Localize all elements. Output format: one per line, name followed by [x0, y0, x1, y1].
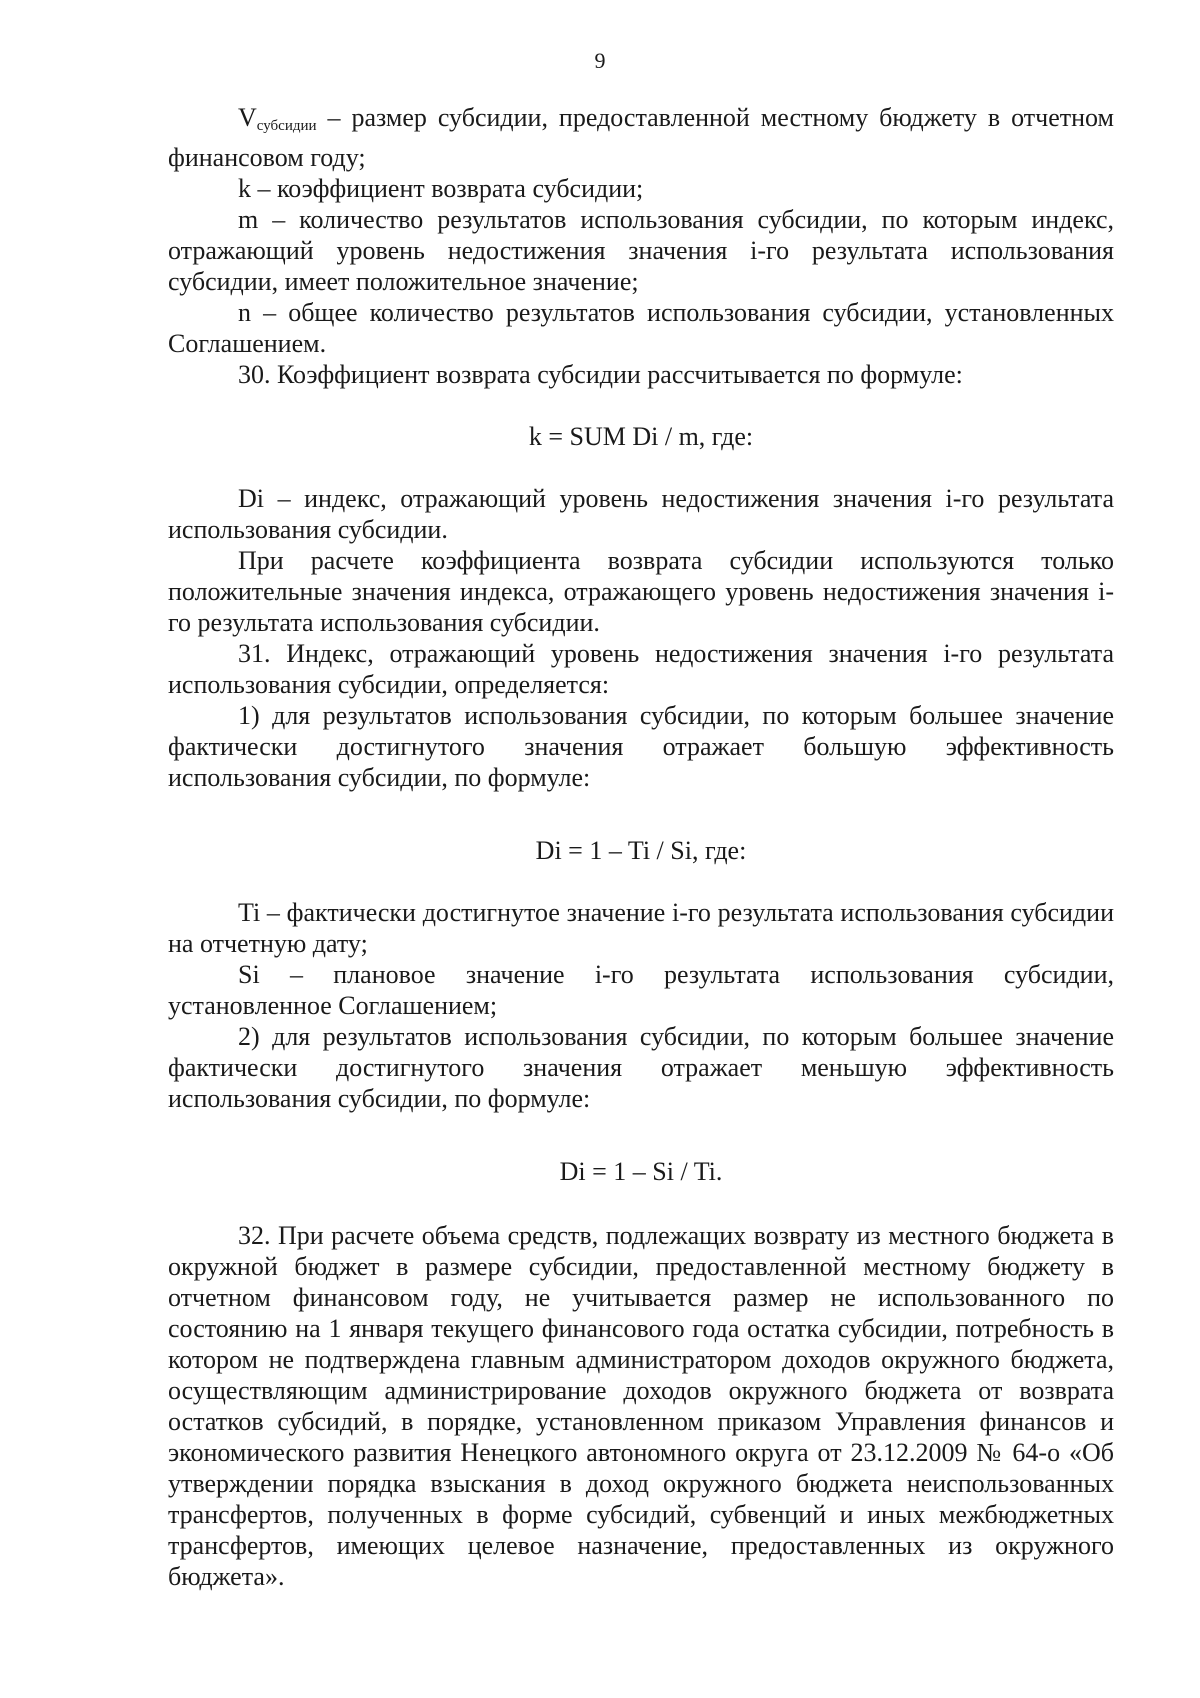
clause-30: 30. Коэффициент возврата субсидии рассчитывается по формуле:	[238, 360, 963, 389]
definition-n: n – общее количество результатов использования субсидии, установленных Соглашением.	[168, 298, 1114, 358]
definition-ti: Ti – фактически достигнутое значение i-го результата использования субсидии на отчетную дату;	[168, 898, 1114, 958]
formula-di-1: Di = 1 – Ti / Si, где:	[535, 836, 747, 865]
definition-k: k – коэффициент возврата субсидии;	[238, 174, 644, 203]
clause-31-item-1: 1) для результатов использования субсидии, по которым большее значение фактически достигнутого значения отражает большую эффективность использования субсидии, по формуле:	[168, 701, 1114, 792]
formula-di-2: Di = 1 – Si / Ti.	[559, 1157, 723, 1186]
v-definition-text: – размер субсидии, предоставленной местному бюджету в отчетном финансовом году;	[168, 103, 1114, 172]
definition-v-subsidy	[168, 102, 1114, 173]
clause-31: 31. Индекс, отражающий уровень недостижения значения i-го результата использования субсидии, определяется:	[168, 639, 1114, 699]
definition-di: Di – индекс, отражающий уровень недостижения значения i-го результата использования субсидии.	[168, 484, 1114, 544]
v-subscript: субсидии	[256, 118, 317, 134]
positive-values-note: При расчете коэффициента возврата субсидии используются только положительные значения индекса, отражающего уровень недостижения значения i-го результата использования субсидии.	[168, 546, 1114, 637]
v-symbol: V	[238, 103, 257, 132]
formula-k: k = SUM Di / m, где:	[528, 422, 754, 451]
clause-32: 32. При расчете объема средств, подлежащих возврату из местного бюджета в окружной бюджет в размере субсидии, предоставленной местному бюджету в отчетном финансовом году, не учитывается размер не использованного по состоянию на 1 января текущего финансового года остатка субсидии, потребность в котором не подтверждена главным администратором доходов окружного бюджета, осуществляющим администрирование доходов окружного бюджета от возврата остатков субсидий, в порядке, установленном приказом Управления финансов и экономического развития Ненецкого автономного округа от 23.12.2009 № 64-о «Об утверждении порядка взыскания в доход окружного бюджета неиспользованных трансфертов, полученных в форме субсидий, субвенций и иных межбюджетных трансфертов, имеющих целевое назначение, предоставленных из окружного бюджета».	[168, 1221, 1114, 1591]
document-body	[168, 102, 1114, 1592]
definition-m: m – количество результатов использования субсидии, по которым индекс, отражающий уровень недостижения значения i-го результата использования субсидии, имеет положительное значение;	[168, 205, 1114, 296]
page-number: 9	[594, 48, 606, 73]
definition-si: Si – плановое значение i-го результата использования субсидии, установленное Соглашением;	[168, 960, 1114, 1020]
clause-31-item-2: 2) для результатов использования субсидии, по которым большее значение фактически достигнутого значения отражает меньшую эффективность использования субсидии, по формуле:	[168, 1022, 1114, 1113]
